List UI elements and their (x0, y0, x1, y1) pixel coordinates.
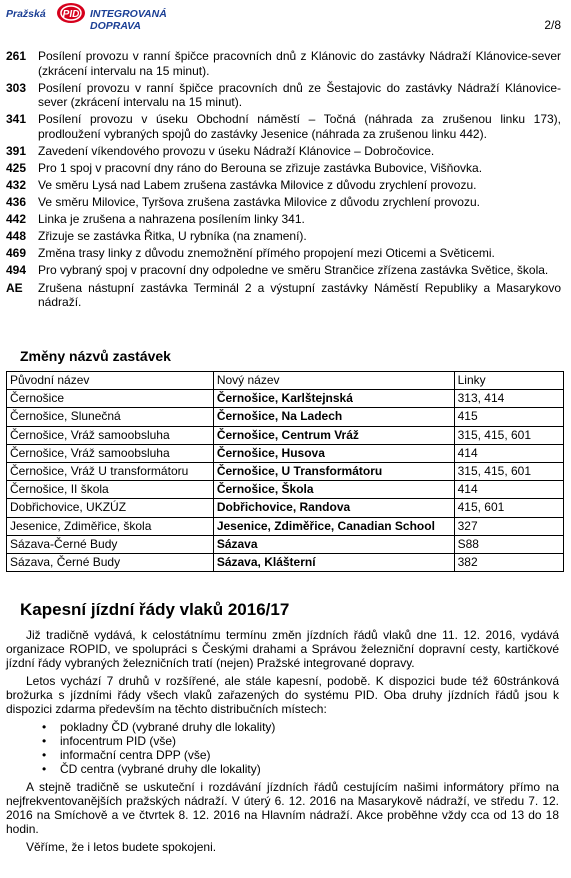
page-number: 2/8 (544, 18, 561, 32)
lines-cell: 315, 415, 601 (454, 462, 563, 480)
article-title: Kapesní jízdní řády vlaků 2016/17 (20, 600, 290, 619)
line-number: 391 (6, 143, 27, 158)
line-change-text: Ve směru Lysá nad Labem zrušena zastávka Milovice z důvodu zrychlení provozu. (38, 177, 477, 192)
article-paragraph: Věříme, že i letos budete spokojeni. (26, 840, 217, 854)
line-number: 425 (6, 160, 27, 175)
lines-cell: 313, 414 (454, 390, 563, 408)
line-change-text: Změna trasy linky z důvodu znemožnění přímého propojení mezi Oticemi a Světicemi. (38, 246, 495, 261)
list-item-text: ČD centra (vybrané druhy dle lokality) (60, 762, 261, 776)
line-change-item (6, 161, 561, 176)
lines-cell: 382 (454, 553, 563, 571)
line-change-text: Zavedení víkendového provozu v úseku Nádraží Klánovice – Dobročovice. (38, 143, 435, 158)
line-change-text: Posílení provozu v úseku Obchodní náměstí – Točná (náhrada za zrušenou linku 173), prodloužení vybraných spojů do zastávky Jesenice (náhrada za zrušenou linku 442). (38, 112, 561, 141)
article-paragraph: Letos vychází 7 druhů v rozšířené, ale stále kapesní, podobě. K dispozici bude též 60stránková brožurka s jízdními řády všech vlaků zařazených do systému PID. Oba druhy jízdních řádů jsou k dispozici zdarma především na těchto distribučních místech: (6, 674, 559, 716)
article-body (6, 628, 559, 858)
lines-cell: 414 (454, 481, 563, 499)
old-stop-name: Sázava, Černé Budy (7, 553, 214, 571)
list-item-text: pokladny ČD (vybrané druhy dle lokality) (60, 720, 276, 734)
bullet-icon: • (42, 748, 47, 762)
column-header-new: Nový název (213, 372, 454, 390)
line-number: 494 (6, 263, 27, 278)
bullet-icon: • (42, 720, 47, 734)
line-change-item (6, 263, 561, 278)
new-stop-name: Sázava (213, 535, 454, 553)
table-row (7, 517, 564, 535)
table-row (7, 390, 564, 408)
line-number: 442 (6, 212, 27, 227)
new-stop-name: Černošice, U Transformátoru (213, 462, 454, 480)
table-row (7, 426, 564, 444)
old-stop-name: Dobřichovice, UKZÚZ (7, 499, 214, 517)
new-stop-name: Dobřichovice, Randova (213, 499, 454, 517)
table-row (7, 499, 564, 517)
table-row (7, 408, 564, 426)
renames-table (6, 371, 564, 572)
old-stop-name: Černošice, Slunečná (7, 408, 214, 426)
line-change-item (6, 81, 561, 110)
line-number: 432 (6, 177, 27, 192)
line-change-item (6, 212, 561, 227)
table-row (7, 444, 564, 462)
old-stop-name: Černošice, II škola (7, 481, 214, 499)
list-item-text: infocentrum PID (vše) (60, 734, 177, 748)
line-change-item (6, 246, 561, 261)
logo-badge-text: PID (62, 9, 80, 20)
new-stop-name: Jesenice, Zdiměřice, Canadian School (213, 517, 454, 535)
line-change-text: Zrušena nástupní zastávka Terminál 2 a výstupní zastávky Náměstí Republiky a Masarykovo nádraží. (38, 280, 561, 310)
table-header-row (7, 372, 564, 390)
logo-text-right: INTEGROVANÁ DOPRAVA (90, 8, 167, 32)
lines-cell: 415 (454, 408, 563, 426)
old-stop-name: Černošice, Vráž samoobsluha (7, 444, 214, 462)
lines-cell: 327 (454, 517, 563, 535)
line-number: 448 (6, 229, 27, 244)
old-stop-name: Černošice, Vráž U transformátoru (7, 462, 214, 480)
pid-logo (6, 2, 206, 32)
table-row (7, 553, 564, 571)
bullet-icon: • (42, 762, 47, 776)
line-change-item (6, 178, 561, 193)
table-row (7, 535, 564, 553)
line-change-item (6, 112, 561, 141)
new-stop-name: Černošice, Husova (213, 444, 454, 462)
line-changes-list (6, 49, 561, 312)
renames-table-body (7, 390, 564, 572)
line-number: 261 (6, 49, 27, 63)
line-change-text: Pro vybraný spoj v pracovní dny odpoledne ve směru Strančice zřízena zastávka Světice, škola. (38, 263, 549, 278)
column-header-old: Původní název (7, 372, 214, 390)
new-stop-name: Černošice, Na Ladech (213, 408, 454, 426)
lines-cell: 315, 415, 601 (454, 426, 563, 444)
line-number: 436 (6, 195, 27, 210)
line-change-text: Posílení provozu v ranní špičce pracovních dnů ze Šestajovic do zastávky Nádraží Klánovice-sever (zkrácení intervalu na 15 minut). (38, 80, 561, 110)
list-item (42, 720, 559, 734)
lines-cell: S88 (454, 535, 563, 553)
line-change-text: Zřizuje se zastávka Řitka, U rybníka (na znamení). (38, 229, 307, 244)
bullet-icon: • (42, 734, 47, 748)
list-item-text: informační centra DPP (vše) (60, 748, 211, 762)
line-number: 303 (6, 80, 27, 95)
old-stop-name: Černošice (7, 390, 214, 408)
table-row (7, 481, 564, 499)
old-stop-name: Jesenice, Zdiměřice, škola (7, 517, 214, 535)
article-paragraph: A stejně tradičně se uskuteční i rozdávání jízdních řádů cestujícím našimi informátory přímo na nejfrekventovanějších pražských nádraží. V úterý 6. 12. 2016 na Masarykově nádraží, ve středu 7. 12. 2016 na Smíchově a ve čtvrtek 8. 12. 2016 na Hlavním nádraží. Akce proběhne vždy cca od 13 do 18 hodin. (6, 780, 559, 836)
page-header (0, 0, 571, 34)
logo-text-left: Pražská (6, 8, 46, 20)
new-stop-name: Sázava, Klášterní (213, 553, 454, 571)
lines-cell: 415, 601 (454, 499, 563, 517)
line-change-text: Linka je zrušena a nahrazena posílením linky 341. (38, 212, 305, 227)
table-row (7, 462, 564, 480)
new-stop-name: Černošice, Karlštejnská (213, 390, 454, 408)
list-item (42, 734, 559, 748)
line-number: 341 (6, 112, 27, 127)
old-stop-name: Černošice, Vráž samoobsluha (7, 426, 214, 444)
new-stop-name: Černošice, Škola (213, 481, 454, 499)
article-paragraph: Již tradičně vydává, k celostátnímu termínu změn jízdních řádů vlaků dne 11. 12. 2016, vydává organizace ROPID, ve spolupráci s Českými drahami a Správou železniční dopravní cesty, kartičkové jízdní řády vybraných železničních tratí (nejen) Pražské integrované dopravy. (6, 628, 559, 670)
line-change-item (6, 229, 561, 244)
line-change-item (6, 49, 561, 78)
line-change-item (6, 195, 561, 210)
distribution-list (6, 720, 559, 776)
line-change-text: Posílení provozu v ranní špičce pracovních dnů z Klánovic do zastávky Nádraží Klánovice-sever (zkrácení intervalu na 15 minut). (38, 49, 561, 78)
renames-title: Změny názvů zastávek (20, 348, 171, 364)
list-item (42, 762, 559, 776)
line-number: 469 (6, 246, 27, 261)
old-stop-name: Sázava-Černé Budy (7, 535, 214, 553)
line-change-item (6, 144, 561, 159)
line-number: AE (6, 280, 23, 295)
line-change-item (6, 281, 561, 310)
pid-badge-icon (56, 2, 86, 24)
new-stop-name: Černošice, Centrum Vráž (213, 426, 454, 444)
line-change-text: Ve směru Milovice, Tyršova zrušena zastávka Milovice z důvodu zrychlení provozu. (38, 195, 480, 210)
line-change-text: Pro 1 spoj v pracovní dny ráno do Berouna se zřizuje zastávka Bubovice, Višňovka. (38, 160, 483, 175)
column-header-lines: Linky (454, 372, 563, 390)
lines-cell: 414 (454, 444, 563, 462)
list-item (42, 748, 559, 762)
